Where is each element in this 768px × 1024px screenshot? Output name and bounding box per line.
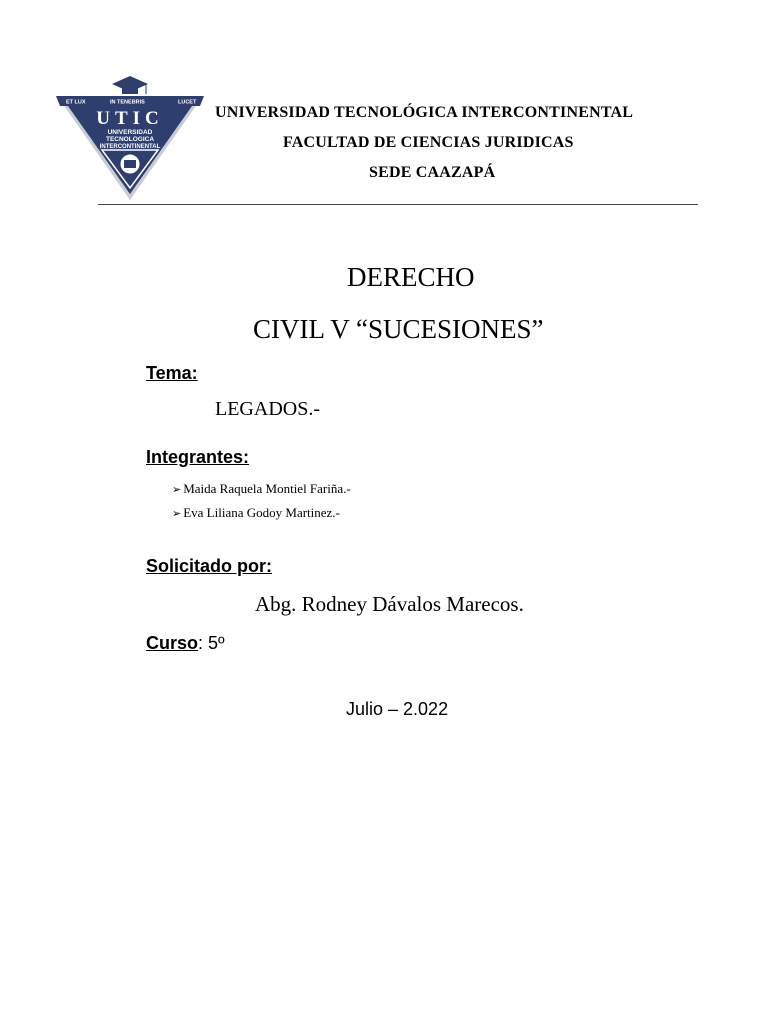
svg-text:IN TENEBRIS: [110, 100, 145, 106]
svg-text:ET LUX: [66, 100, 86, 106]
logo-ribbon-left: ET LUX: [66, 99, 86, 106]
logo-ribbon-right: LUCET: [178, 99, 197, 106]
title-line2: CIVIL V “SUCESIONES”: [253, 314, 544, 344]
logo-line1: UNIVERSIDAD: [107, 129, 153, 136]
svg-text:INTERCONTINENTAL: [100, 144, 161, 150]
logo-line2: TECNOLOGICA: [105, 136, 155, 143]
tema-value: LEGADOS.-: [215, 398, 320, 420]
document-date: Julio – 2.022: [346, 699, 449, 719]
svg-text:UNIVERSIDAD: [108, 129, 153, 136]
integrantes-label: Integrantes:: [146, 447, 250, 467]
arrowhead-bullet-icon: ➢: [172, 507, 182, 520]
arrowhead-bullet-icon: ➢: [172, 483, 182, 496]
member-item: [172, 481, 351, 497]
svg-text:TECNOLOGICA: [106, 136, 154, 143]
member-name: Maida Raquela Montiel Fariña.-: [183, 481, 351, 496]
logo-ribbon-middle: IN TENEBRIS: [110, 99, 145, 106]
campus-name: SEDE CAAZAPÁ: [369, 164, 496, 181]
svg-text:LUCET: [178, 100, 197, 106]
logo-acronym: UTIC: [96, 108, 164, 129]
solicitado-label: Solicitado por:: [146, 556, 272, 576]
curso-label: Curso: [146, 633, 199, 653]
title-line1: DERECHO: [347, 262, 475, 292]
university-name: UNIVERSIDAD TECNOLÓGICA INTERCONTINENTAL: [215, 104, 634, 121]
header-divider: [98, 204, 698, 205]
solicitado-value: Abg. Rodney Dávalos Marecos.: [255, 592, 524, 616]
logo-line3: INTERCONTINENTAL: [99, 144, 161, 150]
svg-text:UTIC: [96, 108, 164, 129]
curso-value: : 5º: [198, 633, 225, 653]
curso-row: [146, 633, 225, 654]
utic-logo: [54, 72, 206, 202]
tema-label: Tema:: [146, 363, 198, 383]
faculty-name: FACULTAD DE CIENCIAS JURIDICAS: [283, 134, 574, 151]
member-name: Eva Liliana Godoy Martinez.-: [183, 505, 340, 520]
member-item: [172, 505, 340, 521]
